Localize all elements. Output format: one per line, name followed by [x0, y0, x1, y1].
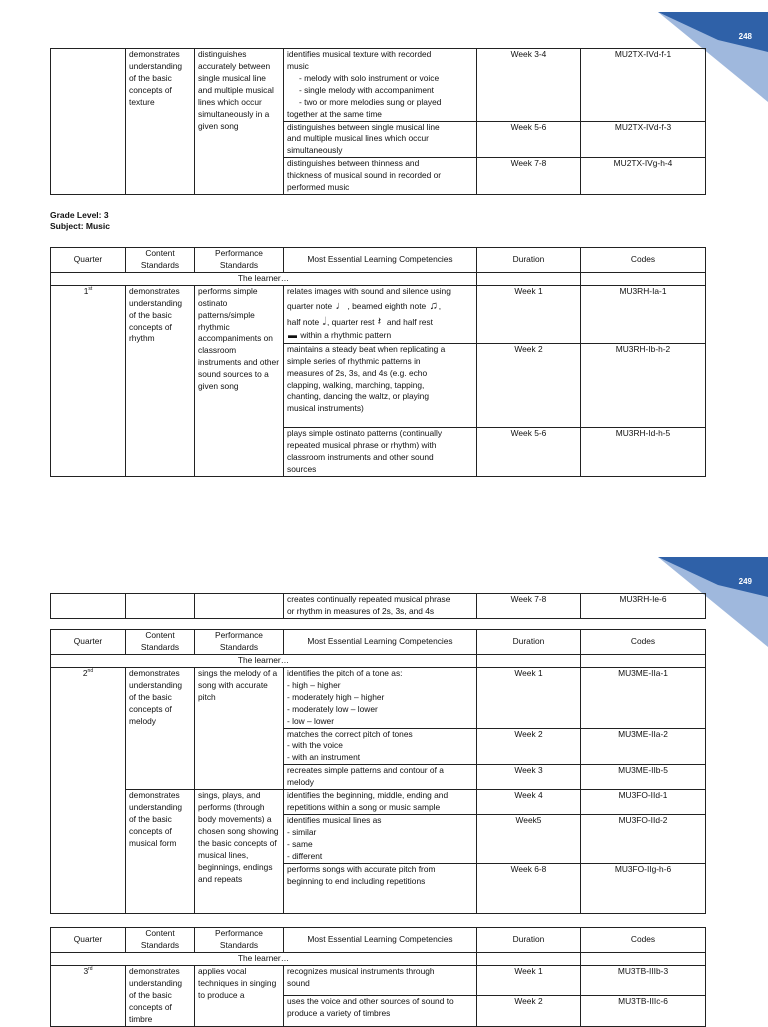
header-codes: Codes — [581, 248, 706, 273]
code: MU2TX-IVd-f-3 — [581, 121, 706, 158]
duration: Week 3 — [477, 765, 581, 790]
header-content: Content Standards — [126, 630, 195, 655]
quarter-label: 1st — [51, 285, 126, 476]
duration: Week5 — [477, 814, 581, 863]
competency: distinguishes between thinness and thickness of musical sound in recorded or performed music — [284, 158, 477, 195]
code: MU3ME-IIb-5 — [581, 765, 706, 790]
code: MU3ME-IIa-1 — [581, 667, 706, 728]
quarter-3-table — [50, 927, 706, 1027]
quarter-label: 2nd — [51, 667, 126, 913]
code: MU3FO-IId-1 — [581, 790, 706, 815]
competency: performs songs with accurate pitch from beginning to end including repetitions — [284, 863, 477, 913]
half-note-icon: 𝅗𝅥 — [322, 315, 326, 328]
competency: identifies musical texture with recorded music - melody with solo instrument or voice - single melody with accompaniment - two or more melodies sung or played together at the same time — [284, 49, 477, 122]
quarter-2-table — [50, 629, 706, 914]
header-quarter: Quarter — [51, 630, 126, 655]
duration: Week 6-8 — [477, 863, 581, 913]
duration: Week 3-4 — [477, 49, 581, 122]
duration: Week 4 — [477, 790, 581, 815]
half-rest-icon: ▬ — [288, 329, 297, 340]
competency: recognizes musical instruments through sound — [284, 965, 477, 995]
content-standard: demonstrates understanding of the basic concepts of melody — [126, 667, 195, 789]
code: MU3RH-Ie-6 — [581, 594, 706, 619]
duration: Week 1 — [477, 965, 581, 995]
code: MU3FO-IId-2 — [581, 814, 706, 863]
header-performance: Performance Standards — [195, 248, 284, 273]
code: MU3FO-IIg-h-6 — [581, 863, 706, 913]
page-number: 248 — [738, 32, 752, 41]
duration: Week 1 — [477, 667, 581, 728]
duration: Week 5-6 — [477, 428, 581, 477]
competency: identifies the pitch of a tone as: - high – higher - moderately high – higher - moderately low – lower - low – lower — [284, 667, 477, 728]
grade-level: Grade Level: 3 — [50, 210, 109, 220]
header-duration: Duration — [477, 248, 581, 273]
code: MU3RH-Ib-h-2 — [581, 343, 706, 427]
code: MU3TB-IIIb-3 — [581, 965, 706, 995]
performance-standard: applies vocal techniques in singing to produce a — [195, 965, 284, 1026]
duration: Week 1 — [477, 285, 581, 343]
quarter-cell — [51, 49, 126, 195]
competency: distinguishes between single musical line and multiple musical lines which occur simultaneously — [284, 121, 477, 158]
header-quarter: Quarter — [51, 248, 126, 273]
quarter-1-continuation — [50, 593, 706, 619]
learner-row: The learner… — [51, 272, 477, 285]
duration: Week 5-6 — [477, 121, 581, 158]
competency: plays simple ostinato patterns (continually repeated musical phrase or rhythm) with classroom instruments and other sound sources — [284, 428, 477, 477]
learner-row: The learner… — [51, 953, 477, 966]
quarter-rest-icon: 𝄽 — [377, 315, 382, 328]
performance-standard: performs simple ostinato patterns/simple rhythmic accompaniments on classroom instruments and other sound sources to a given song — [195, 285, 284, 476]
code: MU3RH-Ia-1 — [581, 285, 706, 343]
competency: relates images with sound and silence using quarter note ♩, beamed eighth note ♫, half note 𝅗𝅥, quarter rest 𝄽 and half rest ▬ within a rhythmic pattern — [284, 285, 477, 343]
grade-subject-block — [50, 210, 110, 233]
performance-standard: sings, plays, and performs (through body movements) a chosen song showing the basic concepts of musical lines, beginnings, endings and repeats — [195, 790, 284, 914]
eighth-notes-icon: ♫ — [429, 299, 438, 312]
texture-table — [50, 48, 706, 195]
competency: identifies the beginning, middle, ending and repetitions within a song or music sample — [284, 790, 477, 815]
code: MU2TX-IVd-f-1 — [581, 49, 706, 122]
code: MU3ME-IIa-2 — [581, 728, 706, 765]
header-content: Content Standards — [126, 928, 195, 953]
performance-standard: distinguishes accurately between single musical line and multiple musical lines which occur simultaneously in a given song — [195, 49, 284, 195]
quarter-1-table — [50, 247, 706, 477]
quarter-note-icon: ♩ — [335, 299, 347, 312]
performance-standard: sings the melody of a song with accurate pitch — [195, 667, 284, 789]
duration: Week 7-8 — [477, 594, 581, 619]
header-codes: Codes — [581, 928, 706, 953]
competency: maintains a steady beat when replicating a simple series of rhythmic patterns in measures of 2s, 3s, and 4s (e.g. echo clapping, walking, marching, tapping, chanting, dancing the waltz, or playing musical instruments) — [284, 343, 477, 427]
header-melc: Most Essential Learning Competencies — [284, 630, 477, 655]
competency: matches the correct pitch of tones - with the voice - with an instrument — [284, 728, 477, 765]
duration: Week 2 — [477, 343, 581, 427]
page-number: 249 — [738, 577, 752, 586]
duration: Week 7-8 — [477, 158, 581, 195]
content-standard: demonstrates understanding of the basic concepts of texture — [126, 49, 195, 195]
duration: Week 2 — [477, 728, 581, 765]
header-duration: Duration — [477, 928, 581, 953]
header-content: Content Standards — [126, 248, 195, 273]
header-performance: Performance Standards — [195, 928, 284, 953]
content-standard: demonstrates understanding of the basic concepts of musical form — [126, 790, 195, 914]
code: MU2TX-IVg-h-4 — [581, 158, 706, 195]
competency: identifies musical lines as - similar - same - different — [284, 814, 477, 863]
learner-row: The learner… — [51, 655, 477, 668]
duration: Week 2 — [477, 996, 581, 1026]
header-quarter: Quarter — [51, 928, 126, 953]
competency: creates continually repeated musical phrase or rhythm in measures of 2s, 3s, and 4s — [284, 594, 477, 619]
header-performance: Performance Standards — [195, 630, 284, 655]
code: MU3RH-Id-h-5 — [581, 428, 706, 477]
header-codes: Codes — [581, 630, 706, 655]
header-duration: Duration — [477, 630, 581, 655]
header-melc: Most Essential Learning Competencies — [284, 248, 477, 273]
code: MU3TB-IIIc-6 — [581, 996, 706, 1026]
content-standard: demonstrates understanding of the basic concepts of rhythm — [126, 285, 195, 476]
competency: uses the voice and other sources of sound to produce a variety of timbres — [284, 996, 477, 1026]
header-melc: Most Essential Learning Competencies — [284, 928, 477, 953]
competency: recreates simple patterns and contour of a melody — [284, 765, 477, 790]
content-standard: demonstrates understanding of the basic concepts of timbre — [126, 965, 195, 1026]
quarter-label: 3rd — [51, 965, 126, 1026]
subject: Subject: Music — [50, 221, 110, 232]
